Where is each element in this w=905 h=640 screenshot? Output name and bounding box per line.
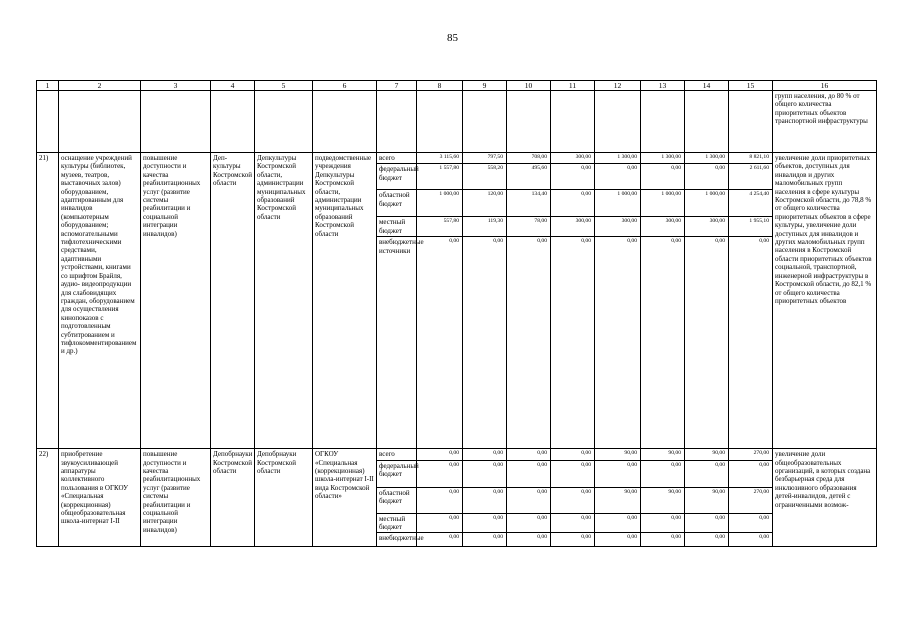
amount-cell: 0,00: [641, 164, 685, 190]
header-cell: 8: [417, 81, 463, 91]
executor-cell: Деп-культуры Костромской области: [211, 153, 255, 449]
total-cell: 270,00: [729, 487, 773, 513]
recipient-cell: ОГКОУ «Специальная (коррекционная) школа-интернат I-II вида Костромской области»: [313, 449, 377, 547]
amount-cell: 0,00: [507, 513, 551, 533]
header-row: [37, 81, 877, 91]
outcome-cell: увеличение доли общеобразовательных организаций, в которых создана безбарьерная среда для инклюзивного образования детей-инвалидов, детей с ограниченными возмож-: [773, 449, 877, 547]
coexecutor-cell: Депобрнауки Костромской области: [255, 449, 313, 547]
amount-cell: 0,00: [507, 533, 551, 547]
amount-cell: 300,00: [641, 217, 685, 237]
header-cell: 12: [595, 81, 641, 91]
amount-cell: 134,40: [507, 190, 551, 217]
amount-cell: 0,00: [685, 513, 729, 533]
amount-cell: 0,00: [685, 237, 729, 449]
header-cell: 15: [729, 81, 773, 91]
funding-source: областной бюджет: [377, 190, 417, 217]
amount-cell: 495,60: [507, 164, 551, 190]
row-number: 21): [37, 153, 59, 449]
amount-cell: 797,50: [463, 153, 507, 164]
amount-cell: 300,00: [685, 217, 729, 237]
total-cell: 0,00: [729, 513, 773, 533]
amount-cell: 0,00: [417, 487, 463, 513]
funding-source: областной бюджет: [377, 487, 417, 513]
recipient-cell: подведомственные учреждения Депкультуры Костромской области, администрации муниципальных образований Костромской области: [313, 153, 377, 449]
header-cell: 10: [507, 81, 551, 91]
amount-cell: 0,00: [595, 533, 641, 547]
header-cell: 16: [773, 81, 877, 91]
amount-cell: 0,00: [551, 237, 595, 449]
amount-cell: 0,00: [595, 164, 641, 190]
amount-cell: 0,00: [463, 449, 507, 460]
amount-cell: 0,00: [507, 449, 551, 460]
funding-source: федеральный бюджет: [377, 460, 417, 487]
amount-cell: 0,00: [417, 460, 463, 487]
goal-cell: повышение доступности и качества реабилитационных услуг (развитие системы реабилитации и социальной интеграции инвалидов): [141, 153, 211, 449]
amount-cell: 1 000,00: [595, 190, 641, 217]
total-cell: 8 821,10: [729, 153, 773, 164]
amount-cell: 90,00: [685, 487, 729, 513]
amount-cell: 1 000,00: [685, 190, 729, 217]
total-cell: 270,00: [729, 449, 773, 460]
header-cell: 3: [141, 81, 211, 91]
amount-cell: 0,00: [685, 460, 729, 487]
total-cell: 0,00: [729, 237, 773, 449]
header-cell: 11: [551, 81, 595, 91]
coexecutor-cell: Депкультуры Костромской области, администрации муниципальных образований Костромской области: [255, 153, 313, 449]
amount-cell: 0,00: [595, 237, 641, 449]
header-cell: 7: [377, 81, 417, 91]
table-row: [37, 153, 877, 164]
amount-cell: 0,00: [417, 449, 463, 460]
total-cell: 0,00: [729, 533, 773, 547]
amount-cell: 90,00: [595, 487, 641, 513]
amount-cell: 0,00: [641, 533, 685, 547]
funding-source: местный бюджет: [377, 513, 417, 533]
row-number: 22): [37, 449, 59, 547]
amount-cell: 0,00: [463, 487, 507, 513]
amount-cell: 0,00: [417, 513, 463, 533]
header-cell: 5: [255, 81, 313, 91]
table-row: [37, 449, 877, 460]
amount-cell: 708,00: [507, 153, 551, 164]
amount-cell: 90,00: [641, 487, 685, 513]
amount-cell: 120,00: [463, 190, 507, 217]
amount-cell: 300,00: [595, 217, 641, 237]
amount-cell: 0,00: [641, 237, 685, 449]
amount-cell: 1 000,00: [641, 190, 685, 217]
amount-cell: 0,00: [551, 460, 595, 487]
amount-cell: 90,00: [641, 449, 685, 460]
amount-cell: 0,00: [463, 513, 507, 533]
total-cell: 4 254,40: [729, 190, 773, 217]
amount-cell: 0,00: [551, 164, 595, 190]
amount-cell: 0,00: [551, 487, 595, 513]
amount-cell: 1 300,00: [595, 153, 641, 164]
amount-cell: 0,00: [417, 237, 463, 449]
amount-cell: 557,80: [417, 217, 463, 237]
amount-cell: 0,00: [507, 237, 551, 449]
header-cell: 13: [641, 81, 685, 91]
goal-cell: повышение доступности и качества реабилитационных услуг (развитие системы реабилитации и социальной интеграции инвалидов): [141, 449, 211, 547]
outcome-cell: увеличение доли приоритетных объектов, доступных для инвалидов и других маломобильных групп населения в сфере культуры Костромской области, до 78,8 % от общего количества приоритетных объектов в сфере культуры, увеличение доли доступных для инвалидов и других маломобильных групп населения в Костромской области приоритетных объектов социальной, транспортной, инженерной инфраструктуры в Костромской области, до 82,1 % от общего количества приоритетных объектов: [773, 153, 877, 449]
amount-cell: 300,00: [551, 153, 595, 164]
amount-cell: 0,00: [507, 487, 551, 513]
amount-cell: 0,00: [641, 460, 685, 487]
amount-cell: 0,00: [463, 460, 507, 487]
total-cell: 0,00: [729, 460, 773, 487]
amount-cell: 0,00: [551, 190, 595, 217]
header-cell: 4: [211, 81, 255, 91]
amount-cell: 0,00: [641, 513, 685, 533]
continuation-row: [37, 91, 877, 153]
amount-cell: 90,00: [685, 449, 729, 460]
amount-cell: 0,00: [463, 237, 507, 449]
funding-source: федеральный бюджет: [377, 164, 417, 190]
amount-cell: 119,30: [463, 217, 507, 237]
header-cell: 6: [313, 81, 377, 91]
amount-cell: 90,00: [595, 449, 641, 460]
amount-cell: 0,00: [417, 533, 463, 547]
funding-source: внебюджетные источники: [377, 237, 417, 449]
amount-cell: 0,00: [551, 513, 595, 533]
activity-cell: оснащение учреждений культуры (библиотек, музеев, театров, выставочных залов) оборудованием, адаптированным для инвалидов (компьютерным оборудованием; вспомогательными тифлотехническими средствами, адаптивными устройствами, книгами со шрифтом Брайля, аудио- видеопродукции для слабовидящих граждан, оборудованием для осуществления кинопоказов с подготовленным субтитрованием и тифлокомментированием и др.): [59, 153, 141, 449]
header-cell: 14: [685, 81, 729, 91]
activity-cell: приобретение звукоусиливающей аппаратуры коллективного пользования в ОГКОУ «Специальная (коррекционная) общеобразовательная школа-интернат I-II: [59, 449, 141, 547]
amount-cell: 0,00: [463, 533, 507, 547]
executor-cell: Депобрнауки Костромской области: [211, 449, 255, 547]
amount-cell: 78,00: [507, 217, 551, 237]
page-number: 85: [447, 32, 458, 44]
outcome-cell: групп населения, до 80 % от общего количества приоритетных объектов транспортной инфраструктуры: [773, 91, 877, 153]
header-cell: 2: [59, 81, 141, 91]
amount-cell: 0,00: [551, 533, 595, 547]
amount-cell: 0,00: [551, 449, 595, 460]
amount-cell: 0,00: [595, 513, 641, 533]
program-table: [36, 80, 877, 547]
amount-cell: 558,20: [463, 164, 507, 190]
funding-source: местный бюджет: [377, 217, 417, 237]
funding-source: внебюджетные: [377, 533, 417, 547]
total-cell: 2 611,60: [729, 164, 773, 190]
amount-cell: 1 000,00: [417, 190, 463, 217]
amount-cell: 3 115,60: [417, 153, 463, 164]
header-cell: 9: [463, 81, 507, 91]
amount-cell: 0,00: [595, 460, 641, 487]
total-cell: 1 955,10: [729, 217, 773, 237]
funding-source: всего: [377, 449, 417, 460]
amount-cell: 0,00: [685, 533, 729, 547]
amount-cell: 0,00: [685, 164, 729, 190]
header-cell: 1: [37, 81, 59, 91]
amount-cell: 1 300,00: [685, 153, 729, 164]
amount-cell: 0,00: [507, 460, 551, 487]
amount-cell: 1 300,00: [641, 153, 685, 164]
funding-source: всего: [377, 153, 417, 164]
amount-cell: 1 557,80: [417, 164, 463, 190]
amount-cell: 300,00: [551, 217, 595, 237]
